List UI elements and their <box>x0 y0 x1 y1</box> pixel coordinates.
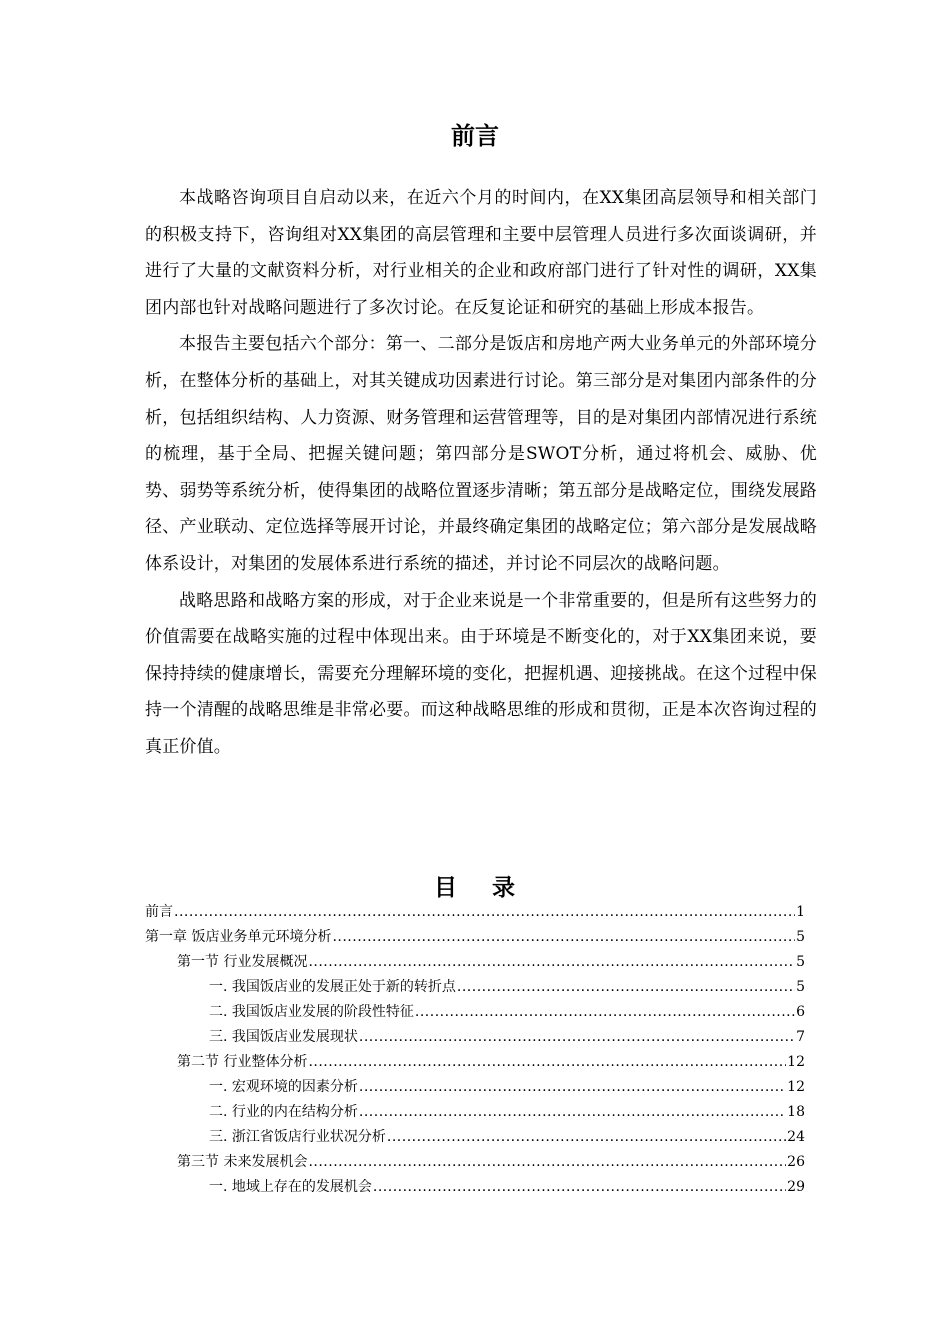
preface-body <box>145 180 817 766</box>
toc-entry-page: 29 <box>787 1179 805 1195</box>
toc-entry-label: 三. 浙江省饭店行业状况分析 <box>209 1129 386 1145</box>
toc-title-char-2: 录 <box>492 875 516 901</box>
toc-entry-page: 12 <box>787 1079 805 1095</box>
toc-entry-label: 前言 <box>145 904 173 920</box>
preface-title: 前言 <box>451 122 499 150</box>
toc-leader-dots <box>373 1175 786 1200</box>
toc-entry-label: 第一节 行业发展概况 <box>177 954 308 970</box>
toc-leader-dots <box>457 975 795 1000</box>
toc-entry-page: 1 <box>796 904 805 920</box>
toc-entry-page: 24 <box>787 1129 805 1145</box>
preface-paragraph-2: 本报告主要包括六个部分：第一、二部分是饭店和房地产两大业务单元的外部环境分析，在整体分析的基础上，对其关键成功因素进行讨论。第三部分是对集团内部条件的分析，包括组织结构、人力资源、财务管理和运营管理等，目的是对集团内部情况进行系统的梳理，基于全局、把握关键问题；第四部分是SWOT分析，通过将机会、威胁、优势、弱势等系统分析，使得集团的战略位置逐步清晰；第五部分是战略定位，围绕发展路径、产业联动、定位选择等展开讨论，并最终确定集团的战略定位；第六部分是发展战略体系设计，对集团的发展体系进行系统的描述，并讨论不同层次的战略问题。 <box>145 334 817 574</box>
toc-entry-page: 5 <box>796 954 805 970</box>
preface-paragraph-3: 战略思路和战略方案的形成，对于企业来说是一个非常重要的，但是所有这些努力的价值需要在战略实施的过程中体现出来。由于环境是不断变化的，对于XX集团来说，要保持持续的健康增长，需要充分理解环境的变化，把握机遇、迎接挑战。在这个过程中保持一个清醒的战略思维是非常必要。而这种战略思维的形成和贯彻，正是本次咨询过程的真正价值。 <box>145 590 817 757</box>
toc-leader-dots <box>174 900 795 925</box>
toc-entry-label: 二. 我国饭店业发展的阶段性特征 <box>209 1004 414 1020</box>
toc-entry[interactable] <box>145 1125 805 1150</box>
toc-leader-dots <box>359 1100 786 1125</box>
toc-entry[interactable] <box>145 900 805 925</box>
preface-paragraph-1: 本战略咨询项目自启动以来，在近六个月的时间内，在XX集团高层领导和相关部门的积极支持下，咨询组对XX集团的高层管理和主要中层管理人员进行多次面谈调研，并进行了大量的文献资料分析，对行业相关的企业和政府部门进行了针对性的调研，XX集团内部也针对战略问题进行了多次讨论。在反复论证和研究的基础上形成本报告。 <box>145 188 817 318</box>
toc-entry-page: 5 <box>796 929 805 945</box>
toc-entry-label: 第三节 未来发展机会 <box>177 1154 308 1170</box>
toc-entry-label: 二. 行业的内在结构分析 <box>209 1104 358 1120</box>
toc-entry[interactable] <box>145 975 805 1000</box>
toc-entry[interactable] <box>145 1175 805 1200</box>
toc-leader-dots <box>359 1025 795 1050</box>
toc-entry[interactable] <box>145 1025 805 1050</box>
toc-entry[interactable] <box>145 925 805 950</box>
toc-entry-label: 第二节 行业整体分析 <box>177 1054 308 1070</box>
toc-title-char-1: 目 <box>434 875 458 901</box>
toc-entry[interactable] <box>145 1050 805 1075</box>
table-of-contents <box>145 900 805 1200</box>
toc-entry-label: 一. 我国饭店业的发展正处于新的转折点 <box>209 979 456 995</box>
toc-entry-label: 三. 我国饭店业发展现状 <box>209 1029 358 1045</box>
toc-entry-page: 18 <box>787 1104 805 1120</box>
toc-entry[interactable] <box>145 950 805 975</box>
toc-entry[interactable] <box>145 1075 805 1100</box>
toc-entry-page: 5 <box>796 979 805 995</box>
toc-entry-label: 一. 地域上存在的发展机会 <box>209 1179 372 1195</box>
toc-entry[interactable] <box>145 1000 805 1025</box>
toc-entry-page: 6 <box>796 1004 805 1020</box>
toc-entry-label: 第一章 饭店业务单元环境分析 <box>145 929 332 945</box>
toc-entry[interactable] <box>145 1100 805 1125</box>
toc-entry-label: 一. 宏观环境的因素分析 <box>209 1079 358 1095</box>
toc-leader-dots <box>359 1075 786 1100</box>
toc-leader-dots <box>308 1050 786 1075</box>
toc-entry-page: 26 <box>787 1154 805 1170</box>
toc-leader-dots <box>415 1000 795 1025</box>
toc-entry-page: 7 <box>796 1029 805 1045</box>
toc-leader-dots <box>308 950 795 975</box>
toc-entry[interactable] <box>145 1150 805 1175</box>
toc-leader-dots <box>387 1125 786 1150</box>
toc-entry-page: 12 <box>787 1054 805 1070</box>
toc-leader-dots <box>332 925 795 950</box>
toc-leader-dots <box>308 1150 786 1175</box>
